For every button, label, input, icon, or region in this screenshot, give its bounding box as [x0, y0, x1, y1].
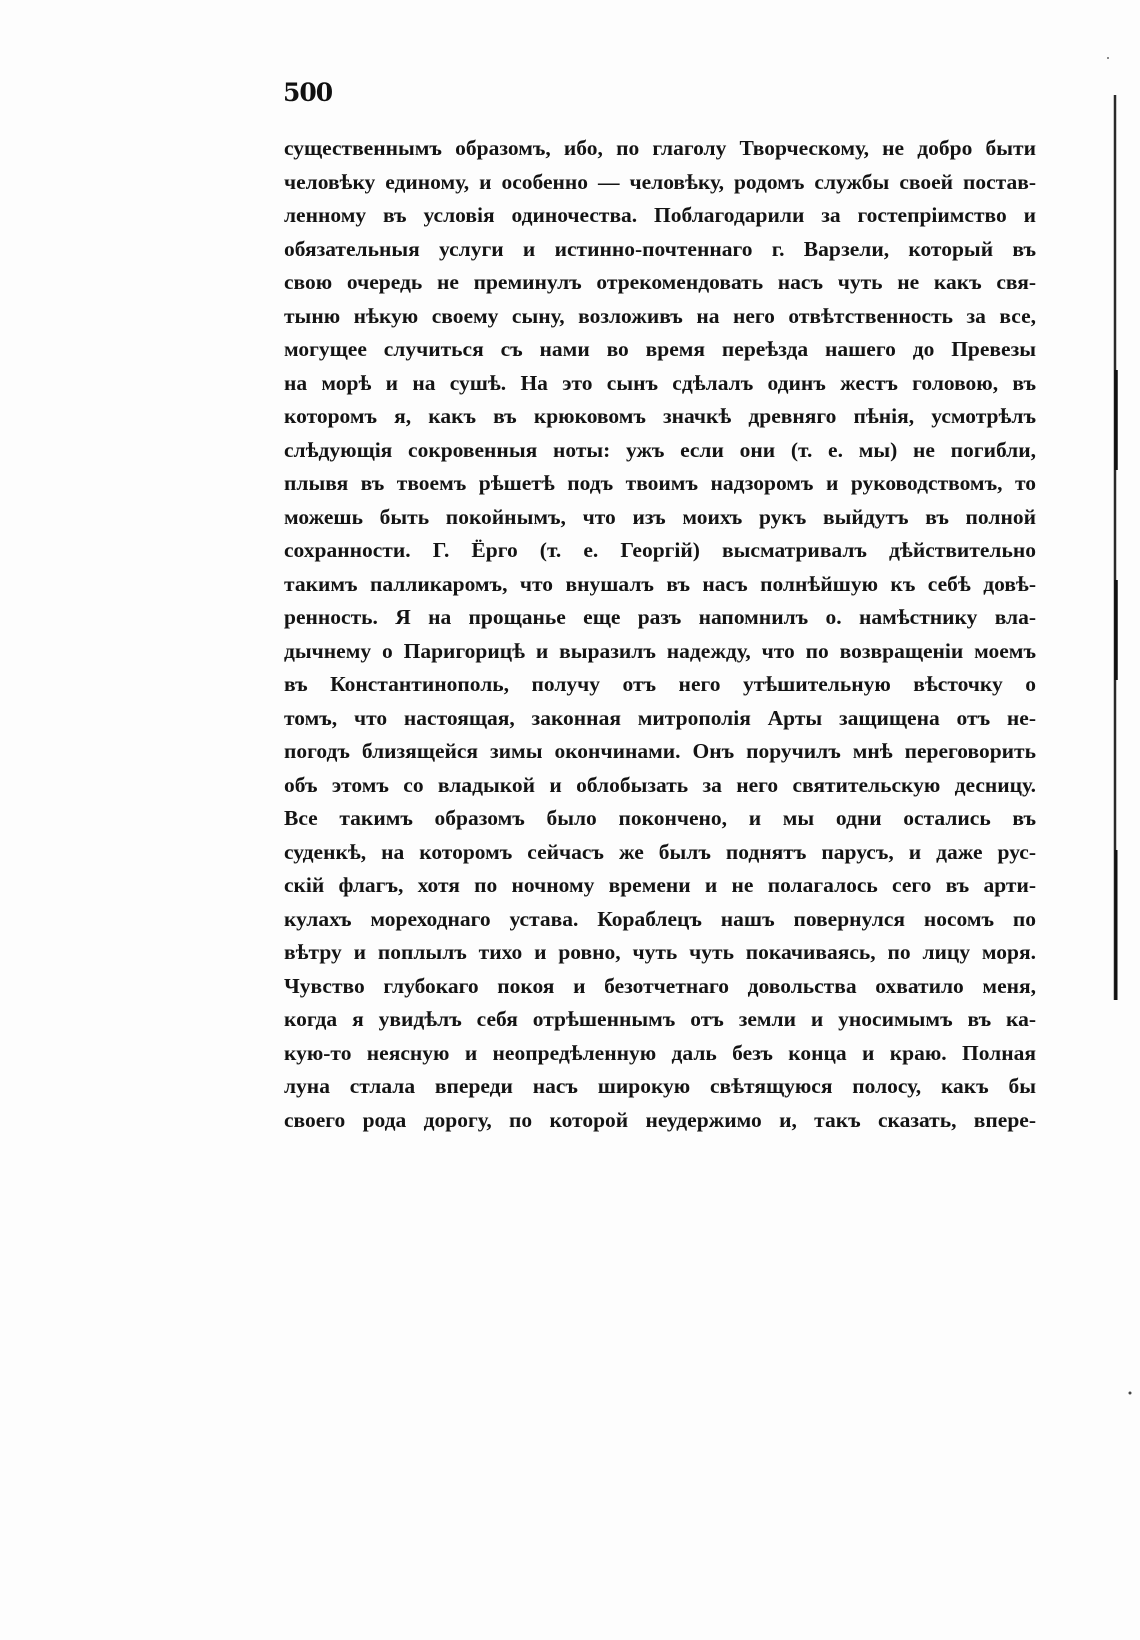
body-text	[284, 132, 1036, 1137]
text-line: слѣдующія сокровенныя ноты: ужъ если они (т. е. мы) не погибли,	[284, 437, 1036, 462]
text-line: такимъ палликаромъ, что внушалъ въ насъ полнѣйшую къ себѣ довѣ-	[284, 571, 1036, 596]
text-line: плывя въ твоемъ рѣшетѣ подъ твоимъ надзоромъ и руководствомъ, то	[284, 471, 1036, 495]
text-line: вѣтру и поплылъ тихо и ровно, чуть чуть покачиваясь, по лицу моря.	[284, 940, 1036, 964]
text-line: которомъ я, какъ въ крюковомъ значкѣ древняго пѣнія, усмотрѣлъ	[284, 404, 1036, 428]
text-line: объ этомъ со владыкой и облобызать за него святительскую десницу.	[284, 772, 1036, 797]
text-line: Все такимъ образомъ было покончено, и мы одни остались въ	[284, 806, 1036, 830]
text-line: свою очередь не преминулъ отрекомендовать насъ чуть не какъ свя-	[284, 270, 1036, 294]
text-line: могущее случиться съ нами во время переѣзда нашего до Превезы	[284, 337, 1036, 361]
page-number: 500	[283, 78, 333, 107]
scan-speck	[1129, 1392, 1132, 1395]
text-line: ленному въ условія одиночества. Поблагодарили за гостепріимство и	[284, 203, 1036, 227]
text-line: скій флагъ, хотя по ночному времени и не полагалось сего въ арти-	[284, 873, 1036, 897]
text-line: своего рода дорогу, по которой неудержимо и, такъ сказать, впере-	[284, 1107, 1036, 1132]
text-line: сохранности. Г. Ёрго (т. е. Георгій) высматривалъ дѣйствительно	[284, 538, 1036, 562]
text-line: луна стлала впереди насъ широкую свѣтящуюся полосу, какъ бы	[284, 1074, 1036, 1098]
text-line: человѣку единому, и особенно — человѣку, родомъ службы своей постав-	[284, 169, 1036, 194]
text-line: дычнему о Паригорицѣ и выразилъ надежду, что по возвращеніи моемъ	[284, 638, 1036, 663]
text-line: на морѣ и на сушѣ. На это сынъ сдѣлалъ одинъ жестъ головою, въ	[284, 370, 1036, 395]
text-line: въ Константинополь, получу отъ него утѣшительную вѣсточку о	[284, 672, 1036, 696]
scan-edge-marks	[1100, 0, 1140, 1640]
text-line: ренность. Я на прощанье еще разъ напомнилъ о. намѣстнику вла-	[284, 605, 1036, 629]
text-line: можешь быть покойнымъ, что изъ моихъ рукъ выйдутъ въ полной	[284, 504, 1036, 529]
text-line: когда я увидѣлъ себя отрѣшеннымъ отъ земли и уносимымъ въ ка-	[284, 1007, 1036, 1031]
text-line: томъ, что настоящая, законная митрополія Арты защищена отъ не-	[284, 705, 1036, 730]
text-line: существеннымъ образомъ, ибо, по глаголу Творческому, не добро быти	[284, 136, 1036, 160]
text-line: обязательныя услуги и истинно-почтеннаго г. Варзели, который въ	[284, 236, 1036, 261]
text-line: суденкѣ, на которомъ сейчасъ же былъ поднятъ парусъ, и даже рус-	[284, 839, 1036, 864]
text-line: кулахъ мореходнаго устава. Кораблецъ нашъ повернулся носомъ по	[284, 906, 1036, 931]
text-line: Чувство глубокаго покоя и безотчетнаго довольства охватило меня,	[284, 973, 1036, 998]
text-line: кую-то неясную и неопредѣленную даль безъ конца и краю. Полная	[284, 1040, 1036, 1065]
text-line: погодъ близящейся зимы окончинами. Онъ поручилъ мнѣ переговорить	[284, 739, 1036, 763]
text-line: тыню нѣкую своему сыну, возложивъ на него отвѣтственность за все,	[284, 303, 1036, 328]
scan-speck	[1107, 57, 1109, 59]
